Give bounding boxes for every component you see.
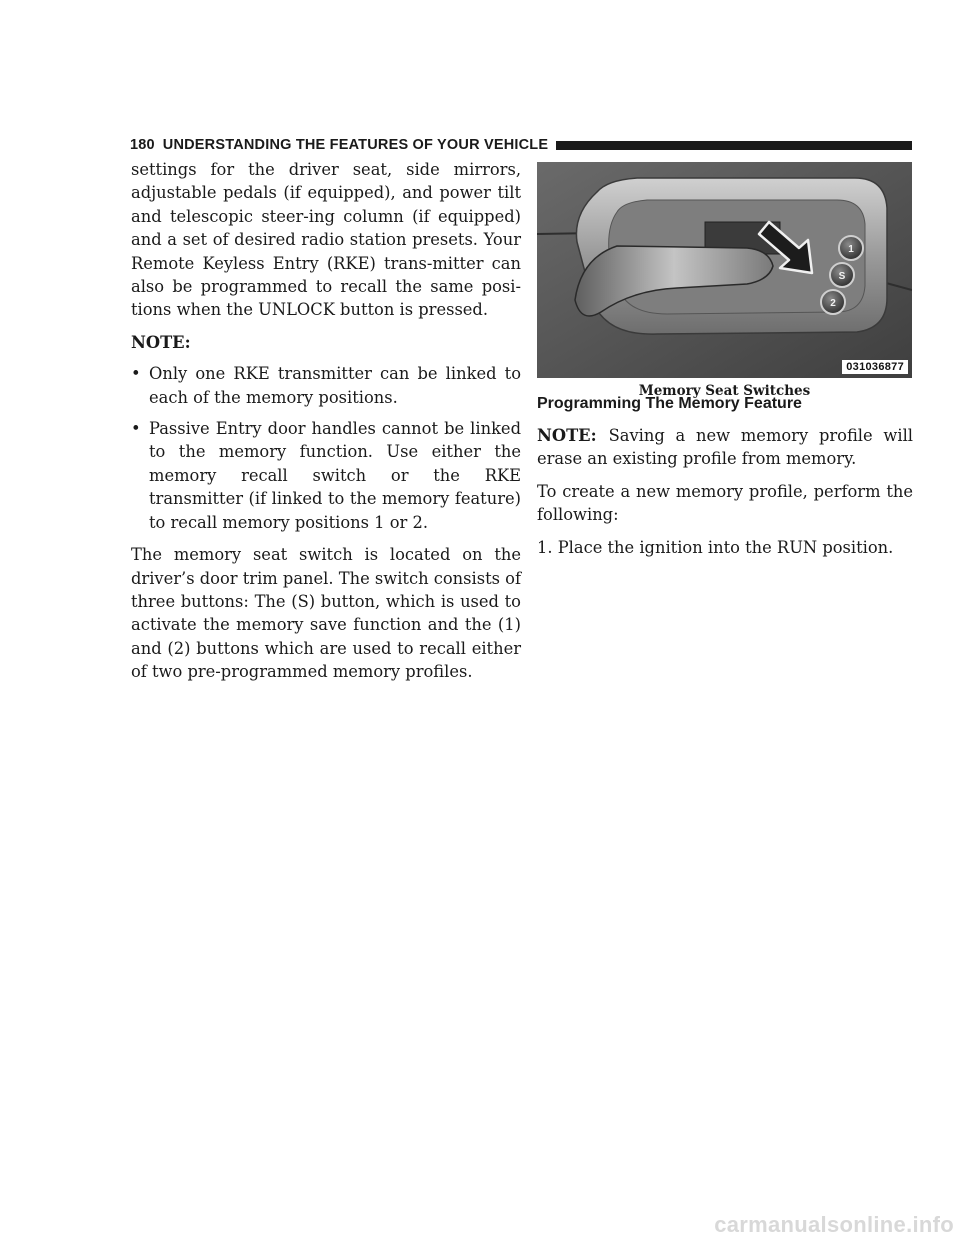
note-label: NOTE:: [131, 332, 191, 352]
page-number: 180: [130, 137, 155, 153]
note-bullet-text: Only one RKE transmitter can be linked to each of the memory positions.: [149, 364, 521, 407]
button-s-label: S: [838, 271, 846, 282]
memory-seat-switches-image: [537, 162, 912, 378]
header-rule: [556, 141, 912, 150]
figure-caption: Memory Seat Switches: [638, 383, 811, 399]
section-subheading: Programming The Memory Feature: [537, 395, 802, 412]
page-header: [130, 136, 912, 154]
right-note: [537, 424, 913, 471]
image-code: 031036877: [842, 360, 908, 374]
button-1-label: 1: [848, 244, 854, 255]
left-column: [131, 158, 521, 684]
note-bullet: [131, 362, 521, 409]
procedure-intro: To create a new memory profile, perform the following:: [537, 481, 913, 525]
door-panel-illustration: [537, 162, 912, 378]
note-bullet: [131, 417, 521, 534]
switch-location-paragraph: The memory seat switch is located on the driver’s door trim panel. The switch consists of three buttons: The (S) button, which is used to activate the memory save function and the (1) and (2) buttons which are used to recall either of two pre-programmed memory profiles.: [131, 545, 521, 682]
note-bullet-text: Passive Entry door handles cannot be linked to the memory function. Use either the memory recall switch or the RKE transmitter (if linked to the memory feature) to recall memory positions 1 or 2.: [149, 419, 521, 532]
step-1: 1. Place the ignition into the RUN position.: [537, 537, 894, 557]
note-text: Saving a new memory profile will erase an existing profile from memory.: [537, 426, 913, 469]
bullet-icon: •: [131, 364, 141, 384]
right-column: [537, 393, 913, 559]
section-title: UNDERSTANDING THE FEATURES OF YOUR VEHICLE: [162, 137, 549, 153]
watermark: carmanualsonline.info: [714, 1212, 954, 1237]
note-label: NOTE:: [537, 426, 597, 445]
button-2-label: 2: [830, 298, 836, 309]
bullet-icon: •: [131, 419, 141, 439]
intro-paragraph: settings for the driver seat, side mirrors, adjustable pedals (if equipped), and power tilt and telescopic steer-ing column (if equipped) and a set of desired radio station presets. Your Remote Keyless Entry (RKE) trans-mitter can also be programmed to recall the same posi-tions when the UNLOCK button is pressed.: [131, 160, 521, 320]
